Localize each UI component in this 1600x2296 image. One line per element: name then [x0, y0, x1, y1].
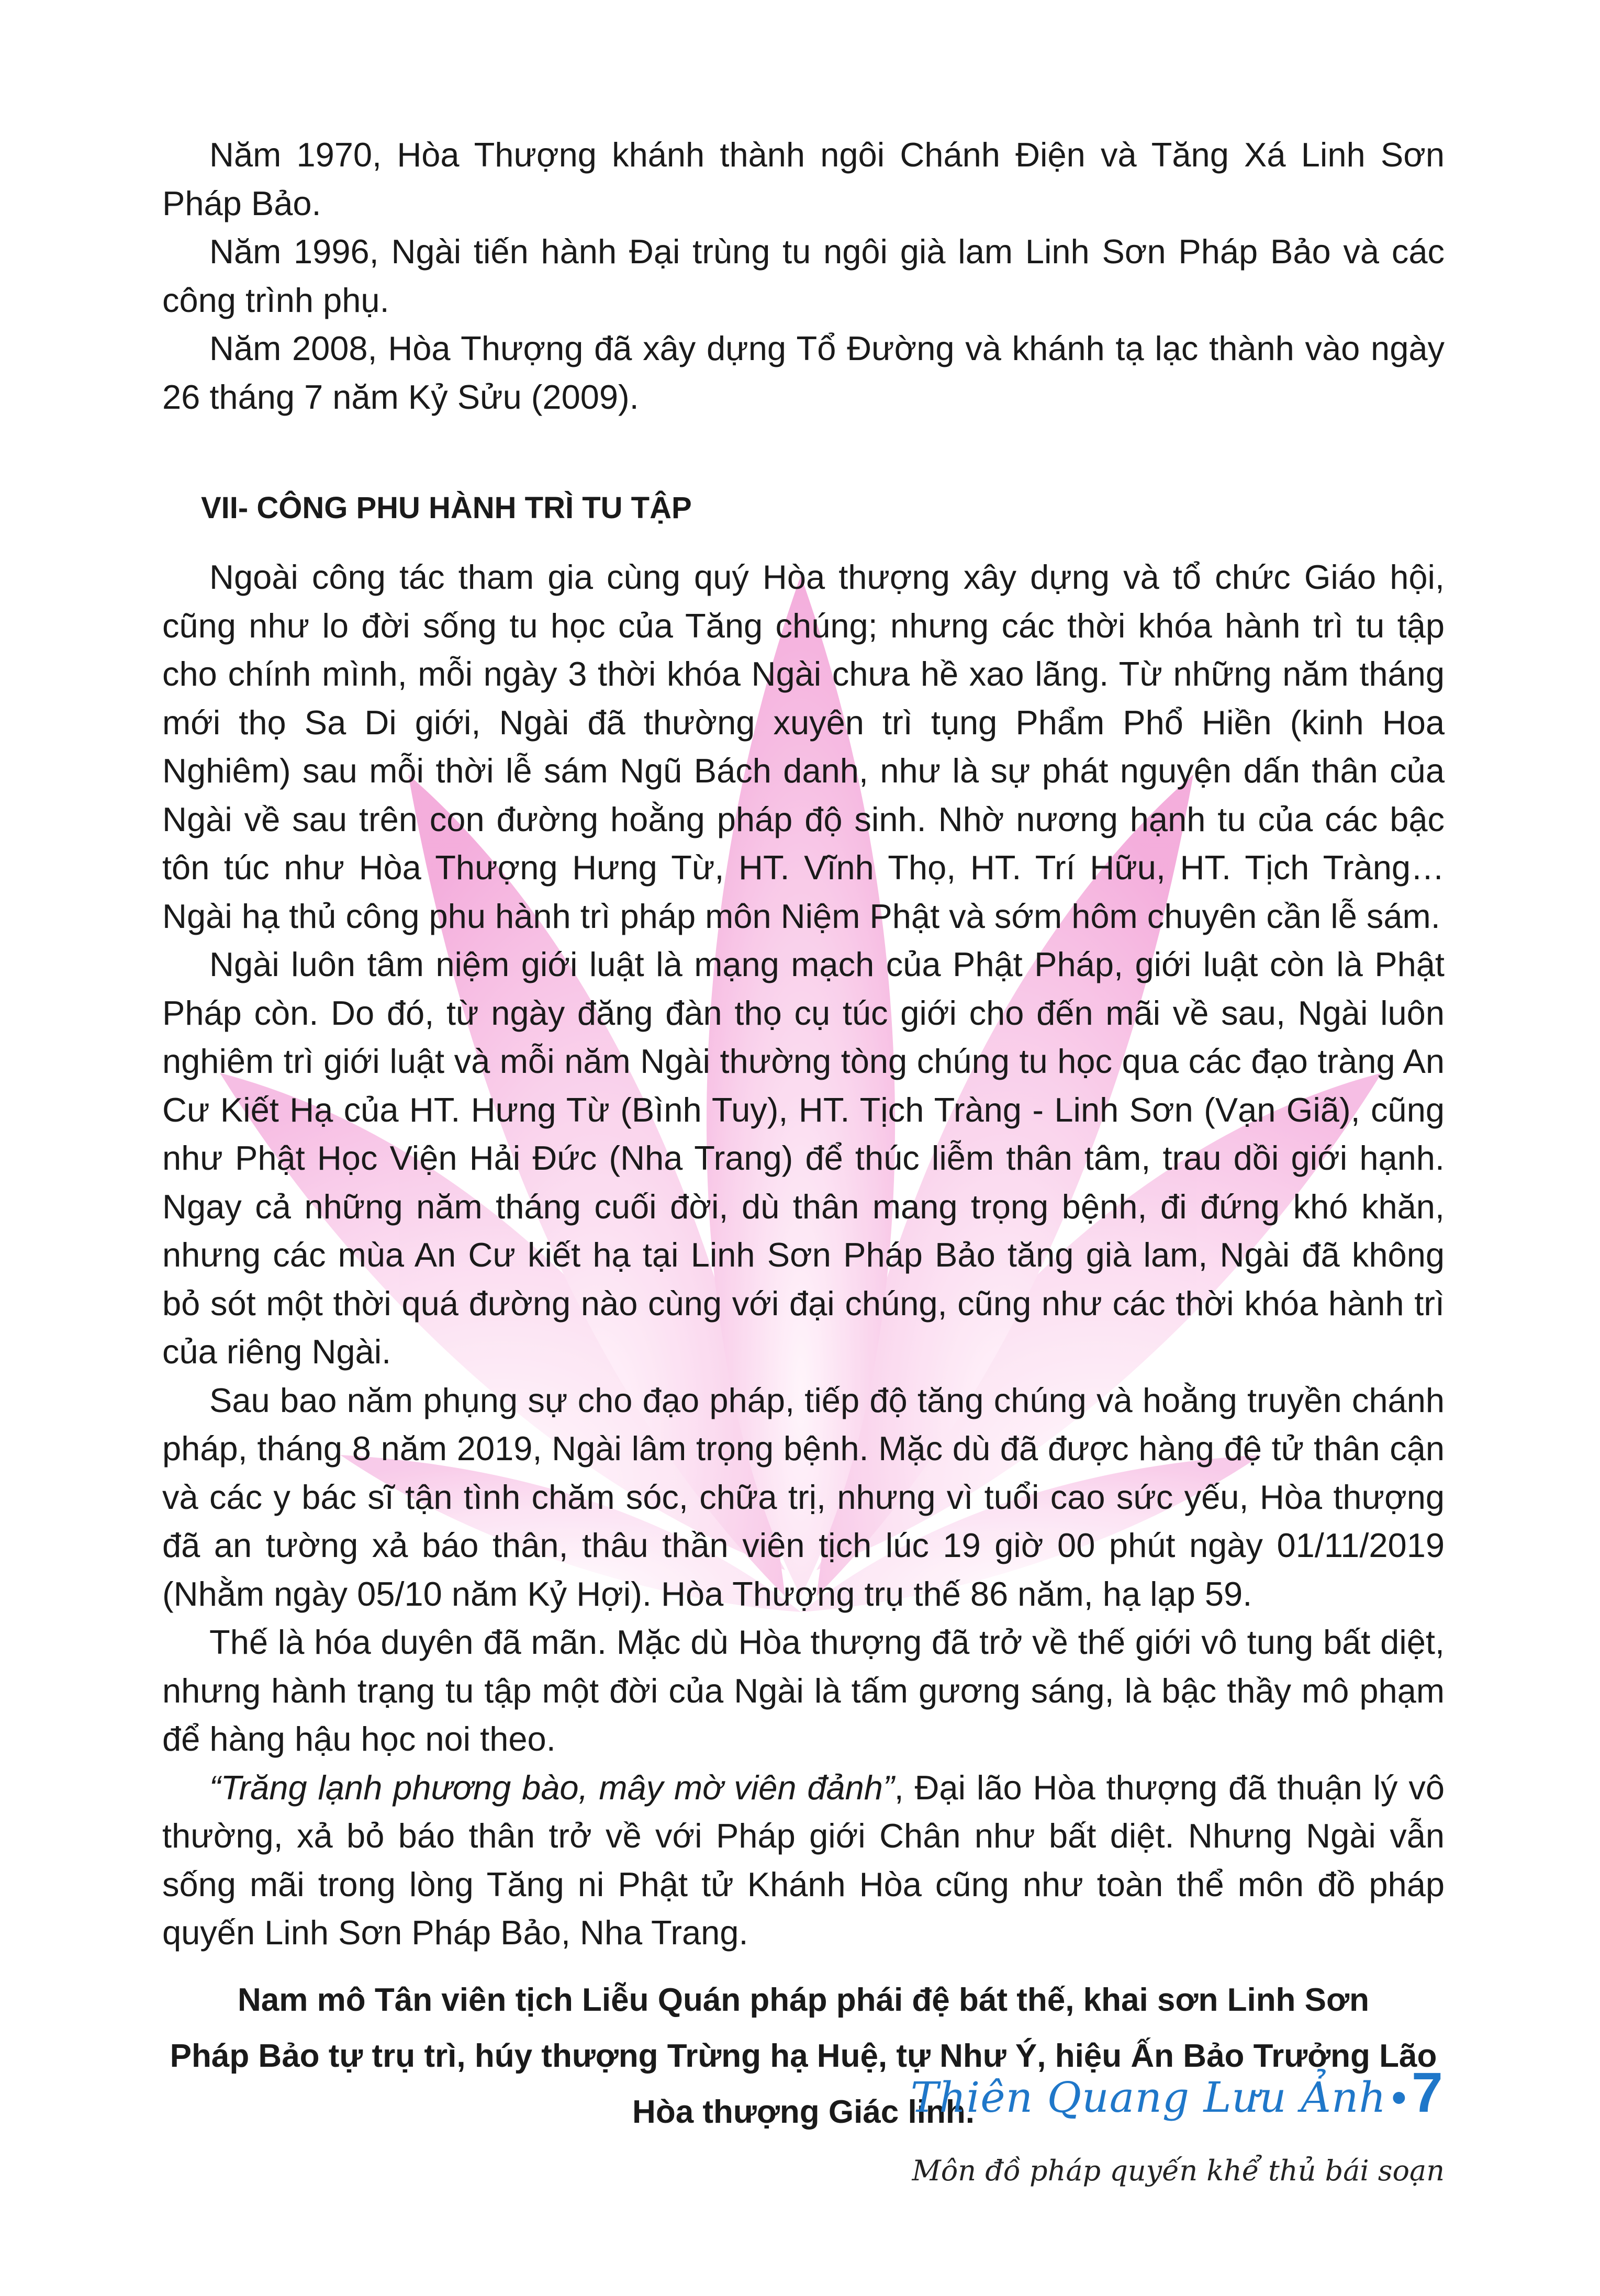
paragraph-passing: Sau bao năm phụng sự cho đạo pháp, tiếp độ tăng chúng và hoằng truyền chánh pháp, tháng 8 năm 2019, Ngài lâm trọng bệnh. Mặc dù đã được hàng đệ tử thân cận và các y bác sĩ tận tình chăm sóc, chữa trị, nhưng vì tuổi cao sức yếu, Hòa thượng đã an tường xả báo thân, thâu thần viên tịch lúc 19 giờ 00 phút ngày 01/11/2019 (Nhằm ngày 05/10 năm Kỷ Hợi). Hòa Thượng trụ thế 86 năm, hạ lạp 59.	[162, 1381, 1445, 1613]
section-heading: VII- CÔNG PHU HÀNH TRÌ TU TẬP	[201, 491, 692, 525]
book-title: Thiên Quang Lưu Ảnh	[910, 2073, 1386, 2122]
closing-line-2: Pháp Bảo tự trụ trì, húy thượng Trừng hạ Huệ, tự Như Ý, hiệu Ấn Bảo Trưởng Lão	[170, 2037, 1437, 2074]
page-footer	[911, 2059, 1443, 2125]
page-number: 7	[1411, 2060, 1443, 2124]
closing-line-3: Hòa thượng Giác linh.	[632, 2093, 975, 2130]
paragraph-precepts: Ngài luôn tâm niệm giới luật là mạng mạch của Phật Pháp, giới luật còn là Phật Pháp còn. Do đó, từ ngày đăng đàn thọ cụ túc giới cho đến mãi về sau, Ngài luôn nghiêm trì giới luật và mỗi năm Ngài thường tòng chúng tu học qua các đạo tràng An Cư Kiết Hạ của HT. Hưng Từ (Bình Tuy), HT. Tịch Tràng - Linh Sơn (Vạn Giã), cũng như Phật Học Viện Hải Đức (Nha Trang) để thúc liễm thân tâm, trau dồi giới hạnh. Ngay cả những năm tháng cuối đời, dù thân mang trọng bệnh, đi đứng khó khăn, nhưng các mùa An Cư kiết hạ tại Linh Sơn Pháp Bảo tăng già lam, Ngài đã không bỏ sót một thời quá đường nào cùng với đại chúng, cũng như các thời khóa hành trì của riêng Ngài.	[162, 945, 1445, 1371]
final-paragraph-text: , Đại lão Hòa thượng đã thuận lý vô thường, xả bỏ báo thân trở về với Pháp giới Chân như bất diệt. Nhưng Ngài vẫn sống mãi trong lòng Tăng ni Phật tử Khánh Hòa cũng như toàn thể môn đồ pháp quyến Linh Sơn Pháp Bảo, Nha Trang.	[162, 1768, 1445, 1952]
paragraph-final	[162, 1764, 1445, 1957]
signature: Môn đồ pháp quyến khể thủ bái soạn	[912, 2154, 1445, 2187]
paragraph-legacy: Thế là hóa duyên đã mãn. Mặc dù Hòa thượng đã trở về thế giới vô tung bất diệt, nhưng hành trạng tu tập một đời của Ngài là tấm gương sáng, là bậc thầy mô phạm để hàng hậu học noi theo.	[162, 1623, 1445, 1758]
paragraph-1970: Năm 1970, Hòa Thượng khánh thành ngôi Chánh Điện và Tăng Xá Linh Sơn Pháp Bảo.	[162, 136, 1445, 222]
closing-line-1: Nam mô Tân viên tịch Liễu Quán pháp phái đệ bát thế, khai sơn Linh Sơn	[238, 1981, 1369, 2018]
poetic-quote: “Trăng lạnh phương bào, mây mờ viên đảnh”	[209, 1768, 894, 1807]
separator-dot: •	[1391, 2074, 1406, 2121]
paragraph-practice: Ngoài công tác tham gia cùng quý Hòa thượng xây dựng và tổ chức Giáo hội, cũng như lo đời sống tu học của Tăng chúng; nhưng các thời khóa hành trì tu tập cho chính mình, mỗi ngày 3 thời khóa Ngài chưa hề xao lãng. Từ những năm tháng mới thọ Sa Di giới, Ngài đã thường xuyên trì tụng Phẩm Phổ Hiền (kinh Hoa Nghiêm) sau mỗi thời lễ sám Ngũ Bách danh, như là sự phát nguyện dấn thân của Ngài về sau trên con đường hoằng pháp độ sinh. Nhờ nương hạnh tu của các bậc tôn túc như Hòa Thượng Hưng Từ, HT. Vĩnh Thọ, HT. Trí Hữu, HT. Tịch Tràng… Ngài hạ thủ công phu hành trì pháp môn Niệm Phật và sớm hôm chuyên cần lễ sám.	[162, 558, 1445, 935]
paragraph-1996: Năm 1996, Ngài tiến hành Đại trùng tu ngôi già lam Linh Sơn Pháp Bảo và các công trình phụ.	[162, 232, 1445, 319]
paragraph-2008: Năm 2008, Hòa Thượng đã xây dựng Tổ Đường và khánh tạ lạc thành vào ngày 26 tháng 7 năm Kỷ Sửu (2009).	[162, 329, 1445, 416]
document-body	[162, 131, 1445, 2194]
